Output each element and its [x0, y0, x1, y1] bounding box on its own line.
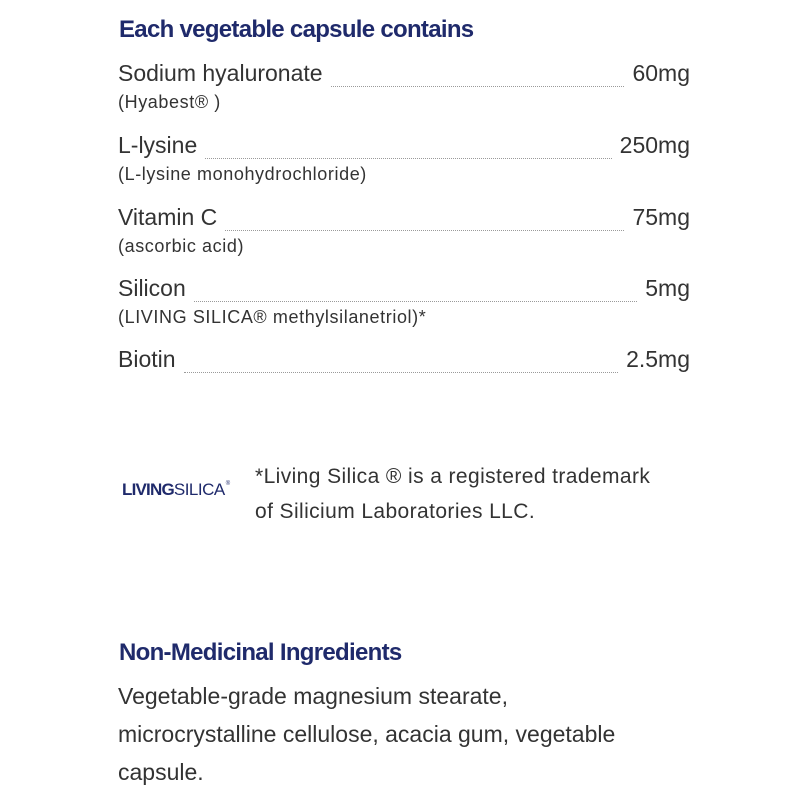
ingredient-amount: 60mg [632, 60, 690, 86]
ingredient-name: Biotin [118, 346, 176, 372]
ingredient-amount: 250mg [619, 132, 690, 158]
ingredient-l-lysine [118, 132, 690, 185]
logo-word-silica: SILICA [173, 480, 225, 499]
ingredient-source: (L-lysine monohydrochloride) [118, 164, 367, 184]
ingredient-amount: 2.5mg [626, 346, 690, 372]
leader-dots [194, 301, 637, 302]
non-medicinal-line: capsule. [118, 759, 204, 785]
non-medicinal-heading: Non-Medicinal Ingredients [119, 639, 402, 666]
trademark-line: *Living Silica ® is a registered trademark [255, 465, 651, 488]
non-medicinal-line: Vegetable-grade magnesium stearate, [118, 683, 508, 709]
living-silica-logo [122, 480, 229, 500]
capsule-contents-heading: Each vegetable capsule contains [119, 16, 474, 43]
ingredient-silicon [118, 275, 690, 328]
leader-dots [331, 86, 625, 87]
ingredient-amount: 75mg [632, 204, 690, 230]
logo-word-living: LIVING [122, 480, 174, 499]
leader-dots [184, 372, 619, 373]
non-medicinal-line: microcrystalline cellulose, acacia gum, vegetable [118, 721, 616, 747]
ingredient-biotin [118, 346, 690, 376]
logo-registered-mark: ® [225, 481, 230, 487]
ingredient-source: (LIVING SILICA® methylsilanetriol)* [118, 307, 427, 327]
ingredient-name: L-lysine [118, 132, 198, 158]
leader-dots [225, 230, 624, 231]
ingredient-vitamin-c [118, 204, 690, 257]
trademark-notice [255, 459, 695, 529]
ingredient-amount: 5mg [645, 275, 690, 301]
ingredient-name: Silicon [118, 275, 186, 301]
ingredient-source: (Hyabest® ) [118, 92, 221, 112]
ingredient-name: Vitamin C [118, 204, 218, 230]
ingredient-source: (ascorbic acid) [118, 236, 245, 256]
ingredient-name: Sodium hyaluronate [118, 60, 323, 86]
leader-dots [205, 158, 611, 159]
non-medicinal-text [118, 677, 678, 791]
trademark-line: of Silicium Laboratories LLC. [255, 500, 536, 523]
ingredient-sodium-hyaluronate [118, 60, 690, 113]
